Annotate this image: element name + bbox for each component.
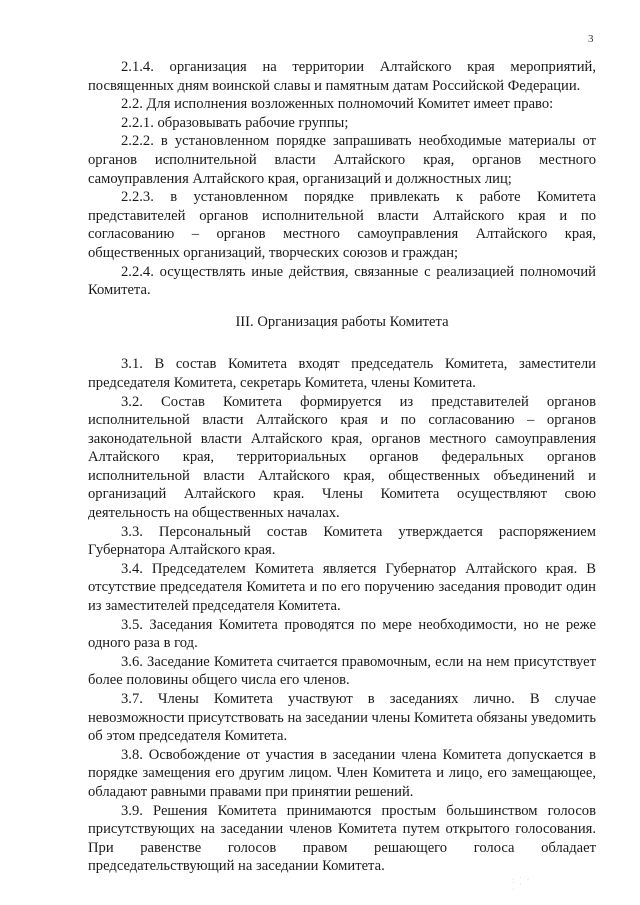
clause-2-2-3: 2.2.3. в установленном порядке привлекать к работе Комитета представителей органов исполнительной власти Алтайского края и по согласованию – органов местного самоуправления Алтайского края, общественных организаций, творческих союзов и граждан; [88, 189, 596, 261]
clause-2-2-1: 2.2.1. образовывать рабочие группы; [121, 114, 349, 131]
section-heading: III. Организация работы Комитета [235, 313, 449, 330]
page-number: 3 [588, 33, 594, 45]
clause-3-2: 3.2. Состав Комитета формируется из представителей органов исполнительной власти Алтайского края и по согласованию – органов законодательной власти Алтайского края, органов местного самоуправления Алтайского края, территориальных органов федеральных органов исполнительной власти Алтайского края, общественных объединений и организаций Алтайского края. Члены Комитета осуществляют свою деятельность на общественных началах. [88, 393, 596, 522]
clause-3-5: 3.5. Заседания Комитета проводятся по мере необходимости, но не реже одного раза в год. [88, 616, 596, 652]
scan-speck: · ˙ · ˙ · · [512, 877, 531, 893]
clause-3-4: 3.4. Председателем Комитета является Губернатор Алтайского края. В отсутствие председателя Комитета и по его поручению заседания проводит один из заместителей председателя Комитета. [88, 560, 596, 615]
clause-3-3: 3.3. Персональный состав Комитета утверждается распоряжением Губернатора Алтайского края. [88, 523, 596, 559]
clause-3-7: 3.7. Члены Комитета участвуют в заседаниях лично. В случае невозможности присутствовать на заседании члены Комитета обязаны уведомить об этом председателя Комитета. [88, 691, 597, 745]
clause-2-2-2: 2.2.2. в установленном порядке запрашивать необходимые материалы от органов исполнительной власти Алтайского края, органов местного самоуправления Алтайского края, организаций и должностных лиц; [88, 133, 596, 187]
clause-2-2-4: 2.2.4. осуществлять иные действия, связанные с реализацией полномочий Комитета. [88, 263, 596, 299]
clause-3-9: 3.9. Решения Комитета принимаются простым большинством голосов присутствующих на заседании членов Комитета путем открытого голосования. При равенстве голосов правом решающего голоса обладает председательствующий на заседании Комитета. [88, 802, 596, 875]
clause-3-1: 3.1. В состав Комитета входят председатель Комитета, заместители председателя Комитета, секретарь Комитета, члены Комитета. [88, 356, 596, 391]
document-body [88, 58, 596, 876]
clause-3-8: 3.8. Освобождение от участия в заседании члена Комитета допускается в порядке замещения его другим лицом. Член Комитета и лицо, его замещающее, обладают равными правами при принятии решений. [88, 746, 596, 800]
clause-3-6: 3.6. Заседание Комитета считается правомочным, если на нем присутствует более половины общего числа его членов. [88, 653, 596, 689]
clause-2-1-4: 2.1.4. организация на территории Алтайского края мероприятий, посвященных дням воинской славы и памятным датам Российской Федерации. [88, 59, 596, 94]
clause-2-2: 2.2. Для исполнения возложенных полномочий Комитет имеет право: [121, 96, 554, 113]
